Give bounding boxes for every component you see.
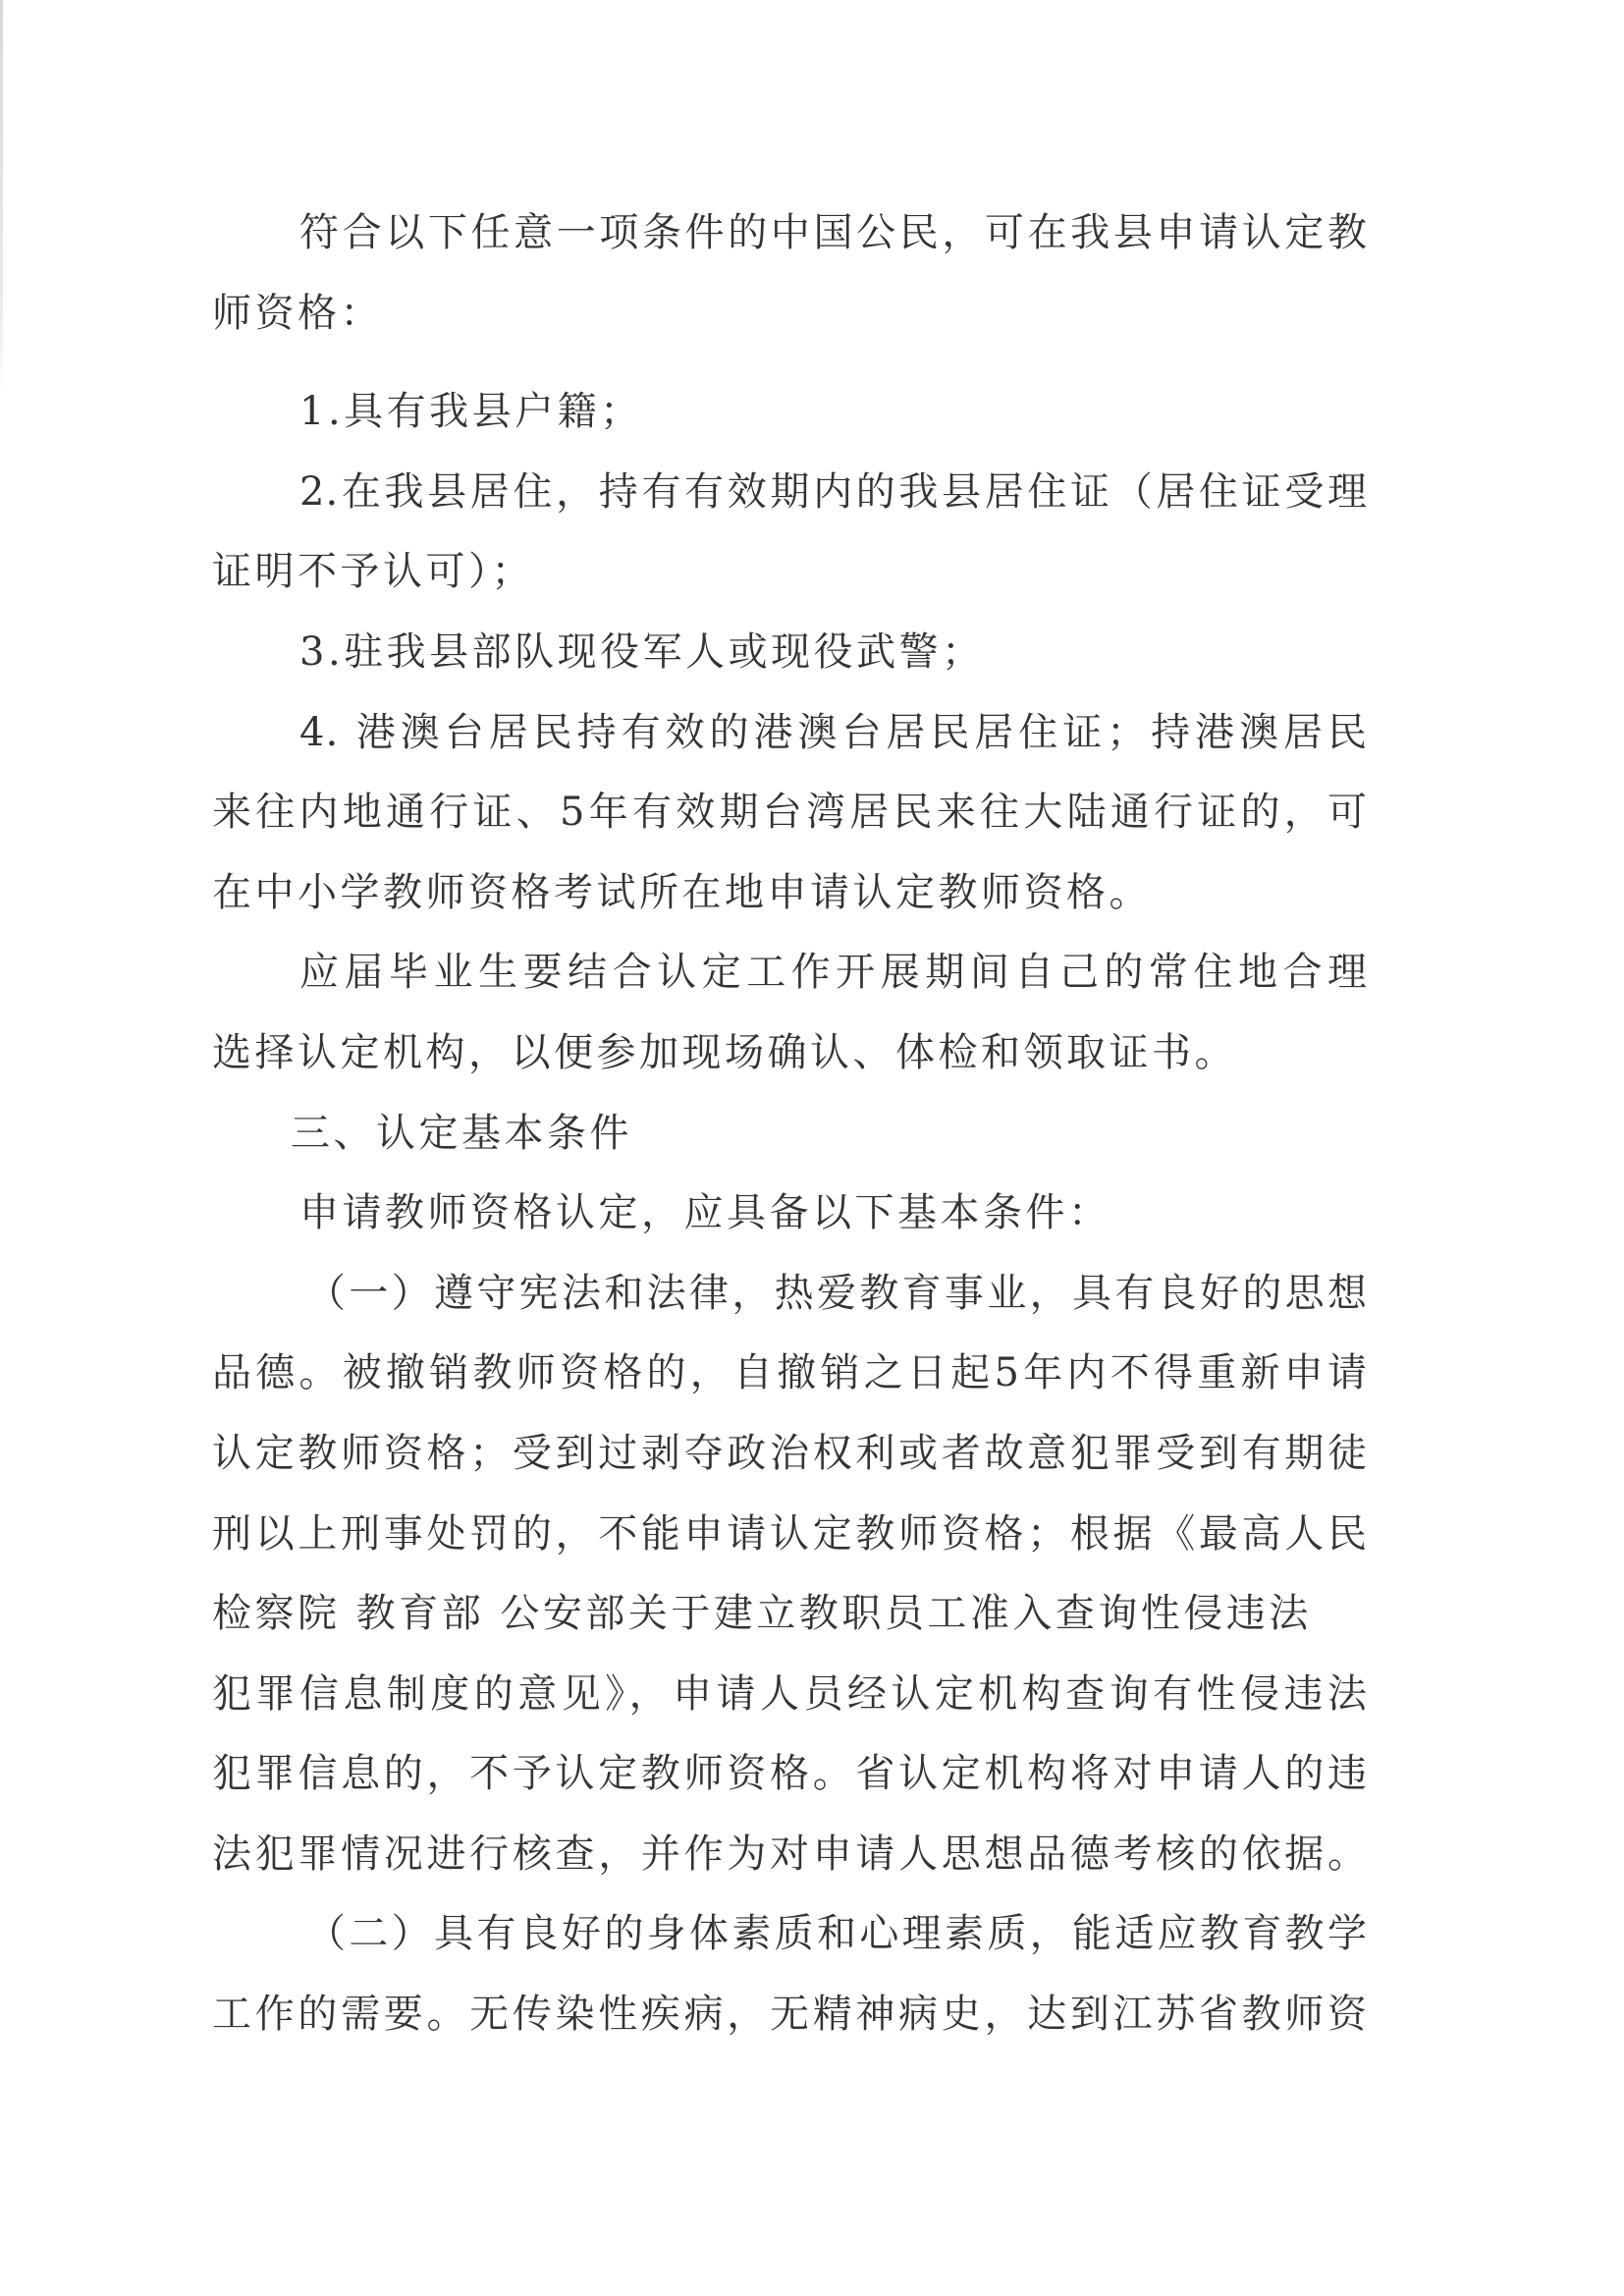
- text-line: 犯罪信息制度的意见》，申请人员经认定机构查询有性侵违法: [212, 1670, 1368, 1717]
- text-line: 申请教师资格认定，应具备以下基本条件：: [299, 1190, 1111, 1236]
- text-line: 符合以下任意一项条件的中国公民，可在我县申请认定教: [299, 210, 1368, 255]
- text-line: 犯罪信息的，不予认定教师资格。省认定机构将对申请人的违: [212, 1751, 1368, 1797]
- paragraph-eligibility-intro: [212, 193, 1368, 354]
- text-line: 法犯罪情况进行核查，并作为对申请人思想品德考核的依据。: [212, 1831, 1368, 1877]
- text-line: （一）遵守宪法和法律，热爱教育事业，具有良好的思想: [306, 1270, 1368, 1316]
- paragraph-item-4: [212, 693, 1368, 934]
- text-line: 来往内地通行证、5年有效期台湾居民来往大陆通行证的，可: [212, 790, 1368, 836]
- text-line: 工作的需要。无传染性疾病，无精神病史，达到江苏省教师资: [212, 1992, 1368, 2038]
- paragraph-condition-1: [212, 1254, 1368, 1895]
- paragraph-item-1: [212, 372, 1368, 453]
- text-line: 认定教师资格；受到过剥夺政治权利或者故意犯罪受到有期徒: [212, 1430, 1368, 1476]
- text-line: 品德。被撤销教师资格的，自撤销之日起5年内不得重新申请: [212, 1350, 1368, 1396]
- paragraph-item-2: [212, 453, 1368, 613]
- text-line: 4. 港澳台居民持有效的港澳台居民居住证；持港澳居民: [299, 709, 1368, 755]
- section-heading: 三、认定基本条件: [291, 1110, 632, 1156]
- section-heading-basic-conditions: [212, 1094, 1368, 1175]
- text-line: 刑以上刑事处罚的，不能申请认定教师资格；根据《最高人民: [212, 1510, 1368, 1557]
- text-line: 选择认定机构，以便参加现场确认、体检和领取证书。: [212, 1029, 1237, 1075]
- text-line: 2.在我县居住，持有有效期内的我县居住证（居住证受理: [299, 468, 1368, 515]
- text-line: 3.驻我县部队现役军人或现役武警；: [299, 629, 985, 675]
- paragraph-graduates-note: [212, 933, 1368, 1093]
- paragraph-condition-2: [212, 1894, 1368, 2054]
- text-line: 1.具有我县户籍；: [299, 389, 643, 435]
- paragraph-item-3: [212, 613, 1368, 693]
- paragraph-conditions-intro: [212, 1174, 1368, 1254]
- text-line: 应届毕业生要结合认定工作开展期间自己的常住地合理: [299, 950, 1368, 996]
- text-line: （二）具有良好的身体素质和心理素质，能适应教育教学: [306, 1911, 1368, 1957]
- document-body: [212, 193, 1368, 2055]
- text-line: 检察院 教育部 公安部关于建立教职员工准入查询性侵违法: [212, 1591, 1312, 1637]
- scan-edge: [0, 0, 3, 393]
- text-line: 师资格：: [212, 290, 383, 336]
- text-line: 在中小学教师资格考试所在地申请认定教师资格。: [212, 869, 1152, 915]
- text-line: 证明不予认可）；: [212, 549, 534, 595]
